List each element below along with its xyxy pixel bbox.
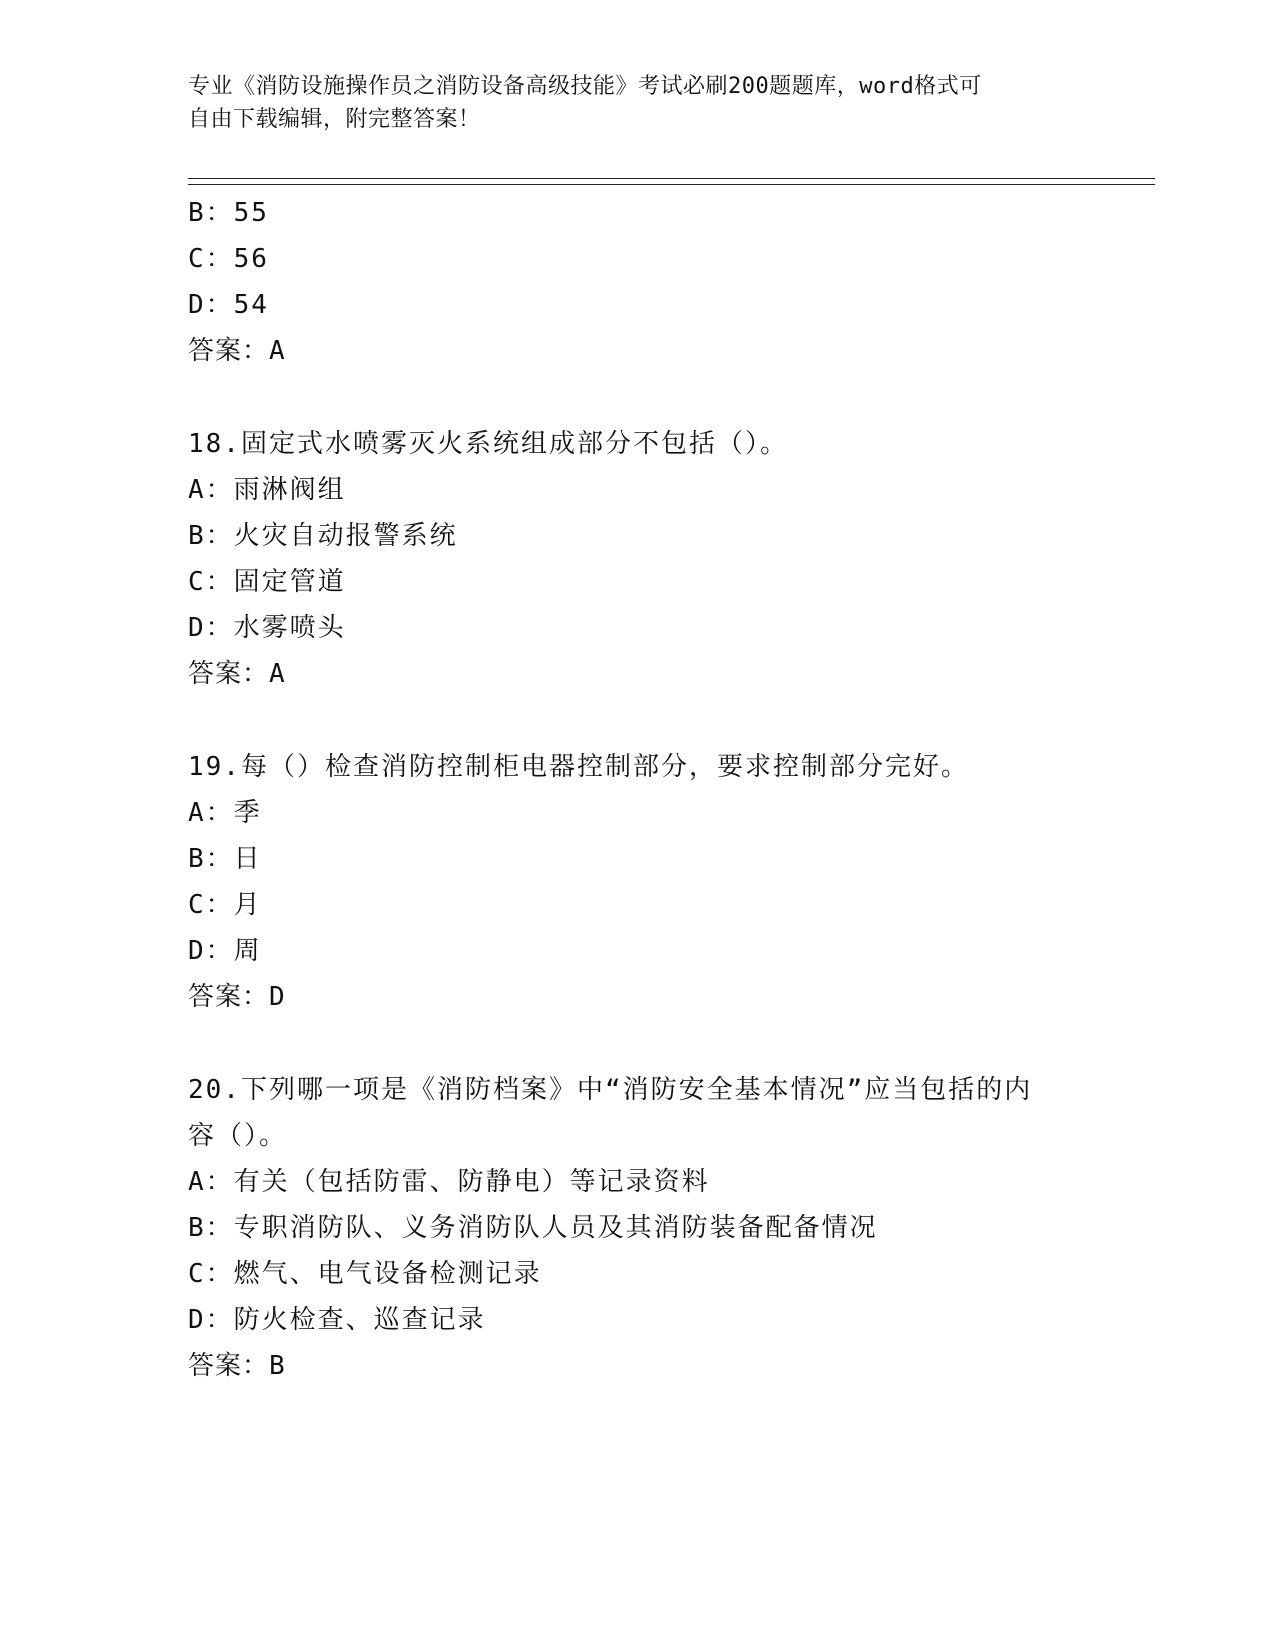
option-b: B：55 [188, 198, 269, 228]
question-list [188, 190, 1088, 1389]
option-b: B：日 [188, 844, 262, 874]
header-line-2: 自由下载编辑，附完整答案！ [188, 107, 481, 132]
header-divider-top [188, 178, 1155, 179]
answer: 答案：B [188, 1351, 287, 1381]
option-c: C：燃气、电气设备检测记录 [188, 1259, 542, 1289]
option-d: D：水雾喷头 [188, 613, 346, 643]
option-b: B：专职消防队、义务消防队人员及其消防装备配备情况 [188, 1213, 878, 1243]
question-20 [188, 1067, 1088, 1389]
header-line-1: 专业《消防设施操作员之消防设备高级技能》考试必刷200题题库，word格式可 [188, 74, 982, 99]
question-text-line-1: 20.下列哪一项是《消防档案》中“消防安全基本情况”应当包括的内 [188, 1075, 1033, 1105]
option-b: B：火灾自动报警系统 [188, 521, 458, 551]
question-18 [188, 421, 1088, 697]
option-d: D：54 [188, 290, 269, 320]
option-a: A：雨淋阀组 [188, 475, 346, 505]
option-a: A：有关（包括防雷、防静电）等记录资料 [188, 1167, 710, 1197]
option-c: C：56 [188, 244, 269, 274]
question-text: 19.每（）检查消防控制柜电器控制部分，要求控制部分完好。 [188, 752, 969, 782]
page-header [188, 70, 1088, 136]
answer: 答案：A [188, 336, 287, 366]
question-19 [188, 744, 1088, 1020]
question-text-line-2: 容（）。 [188, 1121, 288, 1151]
option-a: A：季 [188, 798, 262, 828]
answer: 答案：D [188, 982, 287, 1012]
option-c: C：固定管道 [188, 567, 346, 597]
option-d: D：防火检查、巡查记录 [188, 1305, 486, 1335]
header-divider-bottom [188, 184, 1155, 185]
option-c: C：月 [188, 890, 262, 920]
answer: 答案：A [188, 659, 287, 689]
question-text: 18.固定式水喷雾灭火系统组成部分不包括（）。 [188, 429, 788, 459]
question-17-continued [188, 190, 1088, 374]
option-d: D：周 [188, 936, 262, 966]
